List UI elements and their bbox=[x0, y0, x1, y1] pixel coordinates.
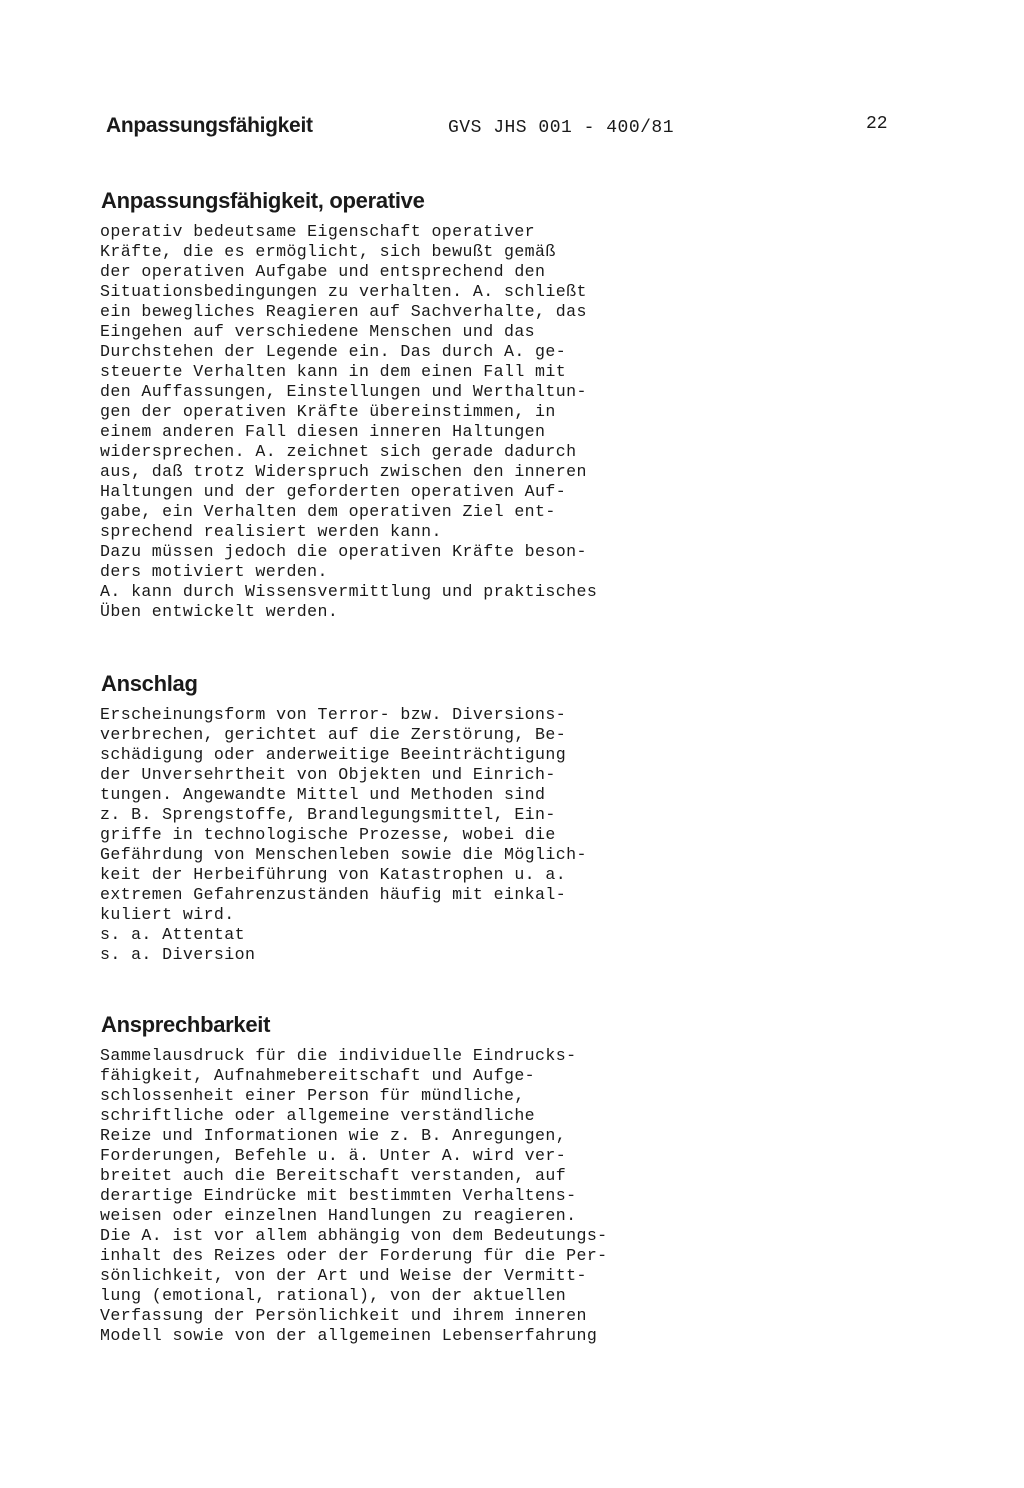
text-line: Erscheinungsform von Terror- bzw. Diversions- bbox=[100, 705, 567, 724]
text-line: Modell sowie von der allgemeinen Lebenserfahrung bbox=[100, 1326, 598, 1345]
text-line: Gefährdung von Menschenleben sowie die Möglich- bbox=[100, 845, 587, 864]
text-line: Die A. ist vor allem abhängig von dem Bedeutungs- bbox=[100, 1226, 608, 1245]
text-line: griffe in technologische Prozesse, wobei die bbox=[100, 825, 556, 844]
text-line: weisen oder einzelnen Handlungen zu reagieren. bbox=[100, 1206, 577, 1225]
text-line: tungen. Angewandte Mittel und Methoden sind bbox=[100, 785, 546, 804]
entry-title: Anschlag bbox=[101, 671, 198, 696]
text-line: schlossenheit einer Person für mündliche, bbox=[100, 1086, 525, 1105]
text-line: Sammelausdruck für die individuelle Eindrucks- bbox=[100, 1046, 577, 1065]
text-line: der Unversehrtheit von Objekten und Einrich- bbox=[100, 765, 556, 784]
text-line: widersprechen. A. zeichnet sich gerade dadurch bbox=[100, 442, 577, 461]
entry-body bbox=[100, 705, 587, 965]
text-line: Verfassung der Persönlichkeit und ihrem inneren bbox=[100, 1306, 587, 1325]
document-reference: GVS JHS 001 - 400/81 bbox=[448, 118, 675, 138]
entry-anschlag bbox=[100, 671, 587, 965]
page-number: 22 bbox=[866, 114, 888, 134]
text-line: sönlichkeit, von der Art und Weise der Vermitt- bbox=[100, 1266, 587, 1285]
text-line: Forderungen, Befehle u. ä. Unter A. wird ver- bbox=[100, 1146, 567, 1165]
text-line: aus, daß trotz Widerspruch zwischen den inneren bbox=[100, 462, 587, 481]
text-line: fähigkeit, Aufnahmebereitschaft und Aufge- bbox=[100, 1066, 536, 1085]
text-line: Durchstehen der Legende ein. Das durch A. ge- bbox=[100, 342, 567, 361]
text-line: steuerte Verhalten kann in dem einen Fall mit bbox=[100, 362, 567, 381]
text-line: lung (emotional, rational), von der aktuellen bbox=[100, 1286, 567, 1305]
text-line: s. a. Attentat bbox=[100, 925, 246, 944]
text-line: Dazu müssen jedoch die operativen Kräfte beson- bbox=[100, 542, 587, 561]
text-line: sprechend realisiert werden kann. bbox=[100, 522, 442, 541]
text-line: verbrechen, gerichtet auf die Zerstörung, Be- bbox=[100, 725, 567, 744]
text-line: A. kann durch Wissensvermittlung und praktisches bbox=[100, 582, 598, 601]
text-line: gabe, ein Verhalten dem operativen Ziel ent- bbox=[100, 502, 556, 521]
text-line: kuliert wird. bbox=[100, 905, 235, 924]
text-line: s. a. Diversion bbox=[100, 945, 256, 964]
entry-body bbox=[100, 222, 597, 622]
entry-title: Ansprechbarkeit bbox=[101, 1012, 271, 1037]
text-line: breitet auch die Bereitschaft verstanden, auf bbox=[100, 1166, 567, 1185]
text-line: operativ bedeutsame Eigenschaft operativer bbox=[100, 222, 536, 241]
entry-anpassungsfaehigkeit-operative bbox=[100, 188, 597, 622]
text-line: inhalt des Reizes oder der Forderung für die Per- bbox=[100, 1246, 608, 1265]
text-line: Situationsbedingungen zu verhalten. A. schließt bbox=[100, 282, 587, 301]
text-line: den Auffassungen, Einstellungen und Werthaltun- bbox=[100, 382, 587, 401]
running-header-title: Anpassungsfähigkeit bbox=[106, 114, 313, 137]
text-line: Kräfte, die es ermöglicht, sich bewußt gemäß bbox=[100, 242, 556, 261]
text-line: ein bewegliches Reagieren auf Sachverhalte, das bbox=[100, 302, 587, 321]
text-line: derartige Eindrücke mit bestimmten Verhaltens- bbox=[100, 1186, 577, 1205]
text-line: einem anderen Fall diesen inneren Haltungen bbox=[100, 422, 546, 441]
text-line: schriftliche oder allgemeine verständliche bbox=[100, 1106, 536, 1125]
text-line: der operativen Aufgabe und entsprechend den bbox=[100, 262, 546, 281]
entry-ansprechbarkeit bbox=[100, 1012, 608, 1346]
text-line: ders motiviert werden. bbox=[100, 562, 328, 581]
text-line: extremen Gefahrenzuständen häufig mit einkal- bbox=[100, 885, 567, 904]
text-line: gen der operativen Kräfte übereinstimmen, in bbox=[100, 402, 556, 421]
text-line: Haltungen und der geforderten operativen Auf- bbox=[100, 482, 567, 501]
text-line: Reize und Informationen wie z. B. Anregungen, bbox=[100, 1126, 567, 1145]
text-line: Üben entwickelt werden. bbox=[100, 602, 339, 621]
text-line: schädigung oder anderweitige Beeinträchtigung bbox=[100, 745, 567, 764]
text-line: z. B. Sprengstoffe, Brandlegungsmittel, Ein- bbox=[100, 805, 556, 824]
entry-body bbox=[100, 1046, 608, 1346]
text-line: keit der Herbeiführung von Katastrophen u. a. bbox=[100, 865, 567, 884]
text-line: Eingehen auf verschiedene Menschen und das bbox=[100, 322, 536, 341]
entry-title: Anpassungsfähigkeit, operative bbox=[101, 188, 425, 213]
